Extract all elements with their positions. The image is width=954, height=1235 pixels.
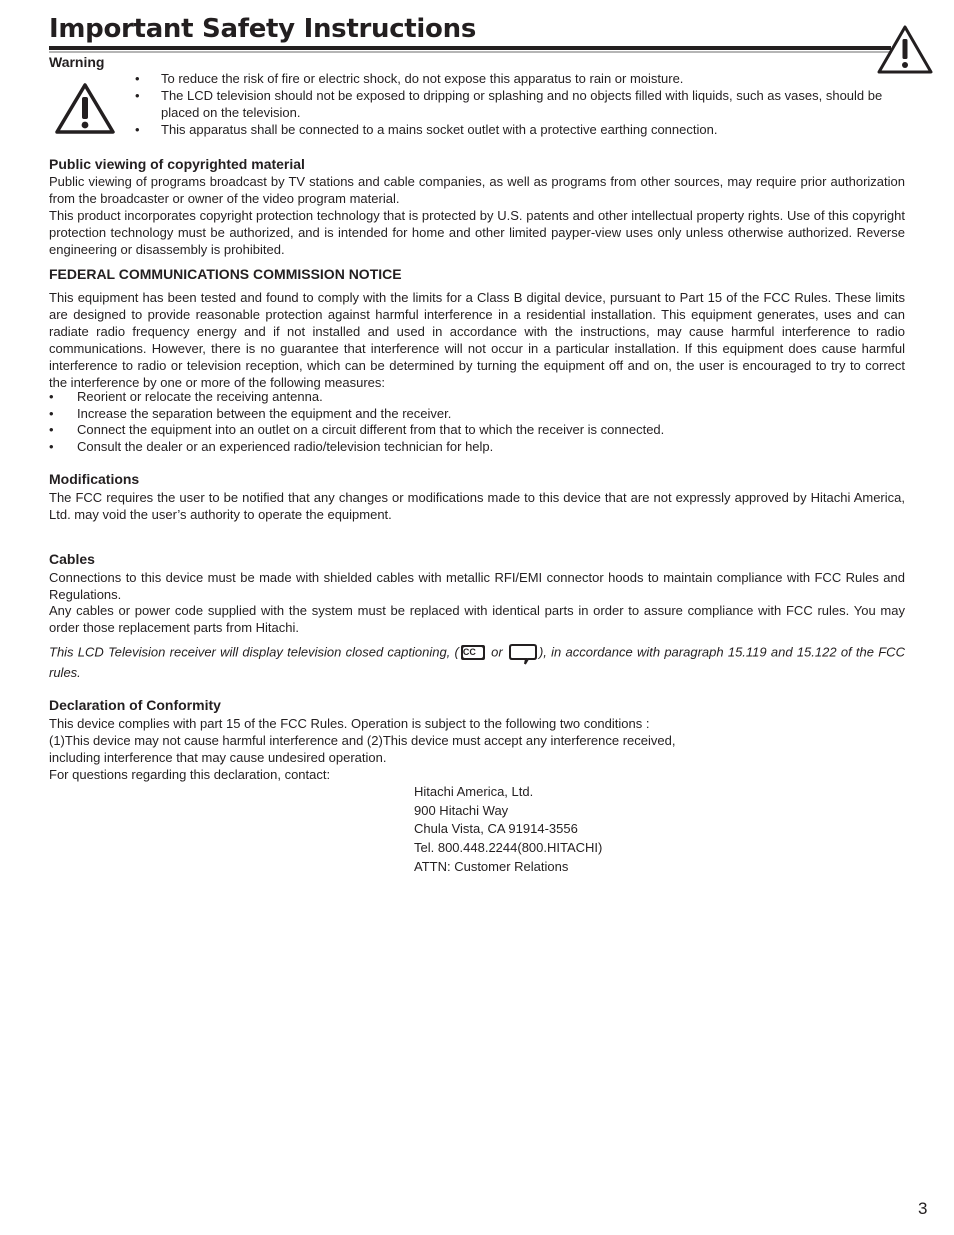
- warning-triangle-icon: [876, 24, 934, 76]
- list-item: • Reorient or relocate the receiving antenna.: [49, 389, 323, 404]
- list-item: • Connect the equipment into an outlet on a circuit different from that to which the receiver is connected.: [49, 422, 665, 437]
- copyright-paragraph: This product incorporates copyright protection technology that is protected by U.S. patents and other intellectual property rights. Use of this copyright protection technology must be authorized, and is intended for home and other limited payper-view uses only unless otherwise authorized. Reverse engineering or disassembly is prohibited.: [49, 208, 905, 257]
- list-item: • Consult the dealer or an experienced radio/television technician for help.: [49, 438, 494, 454]
- fcc-measures-list: [49, 389, 905, 455]
- fcc-heading: FEDERAL COMMUNICATIONS COMMISSION NOTICE: [49, 266, 402, 282]
- cables-heading: Cables: [49, 551, 95, 567]
- conformity-heading: Declaration of Conformity: [49, 697, 221, 713]
- copyright-paragraph: Public viewing of programs broadcast by TV stations and cable companies, as well as programs from other sources, may require prior authorization from the broadcaster or owner of the video program material.: [49, 174, 905, 206]
- cables-paragraph: Connections to this device must be made with shielded cables with metallic RFI/EMI connector hoods to maintain compliance with FCC Rules and Regulations.: [49, 570, 905, 602]
- cables-paragraph: Any cables or power code supplied with the system must be replaced with identical parts in order to assure compliance with FCC rules. You may order those replacement parts from Hitachi.: [49, 603, 905, 635]
- closed-caption-cc-icon: CC: [461, 645, 485, 660]
- conformity-line: For questions regarding this declaration, contact:: [49, 767, 331, 782]
- title-rule: [49, 46, 891, 50]
- conformity-line: This device complies with part 15 of the FCC Rules. Operation is subject to the following two conditions :: [49, 716, 650, 731]
- page-title: Important Safety Instructions: [49, 14, 476, 44]
- closed-caption-bubble-icon: [509, 643, 537, 665]
- warning-list: [135, 71, 905, 139]
- warning-triangle-icon: [54, 82, 116, 136]
- address-line: ATTN: Customer Relations: [414, 858, 569, 874]
- closed-caption-note: This LCD Television receiver will display television closed captioning, ( CC or ), in accordance with paragraph 15.119 and 15.122 of the FCC rules.: [49, 644, 905, 680]
- conformity-line: including interference that may cause undesired operation.: [49, 750, 387, 765]
- address-line: Tel. 800.448.2244(800.HITACHI): [414, 840, 603, 856]
- conformity-line: (1)This device may not cause harmful interference and (2)This device must accept any interference received,: [49, 733, 676, 748]
- address-line: Chula Vista, CA 91914-3556: [414, 821, 578, 837]
- title-rule-shadow: [49, 51, 891, 53]
- list-item: • The LCD television should not be exposed to dripping or splashing and no objects filled with liquids, such as vases, should be placed on the television.: [135, 88, 883, 120]
- address-line: 900 Hitachi Way: [414, 802, 509, 818]
- copyright-heading: Public viewing of copyrighted material: [49, 156, 305, 172]
- list-item: • To reduce the risk of fire or electric shock, do not expose this apparatus to rain or moisture.: [135, 71, 684, 86]
- page-number: 3: [918, 1199, 928, 1218]
- modifications-paragraph: The FCC requires the user to be notified that any changes or modifications made to this device that are not expressly approved by Hitachi America, Ltd. may void the user’s authority to operate the equipment.: [49, 490, 905, 522]
- modifications-heading: Modifications: [49, 471, 140, 487]
- list-item: • Increase the separation between the equipment and the receiver.: [49, 405, 452, 421]
- contact-address: [414, 783, 602, 877]
- address-line: Hitachi America, Ltd.: [414, 784, 534, 799]
- fcc-paragraph: This equipment has been tested and found to comply with the limits for a Class B digital device, pursuant to Part 15 of the FCC Rules. These limits are designed to provide reasonable protection against harmful interference in a residential installation. This equipment generates, uses and can radiate radio frequency energy and if not installed and used in accordance with the instructions, may cause harmful interference to radio communications. However, there is no guarantee that interference will not occur in a particular installation. If this equipment does cause harmful interference to radio or television reception, which can be determined by turning the equipment off and on, the user is encouraged to try to correct the interference by one or more of the following measures:: [49, 290, 905, 390]
- list-item: • This apparatus shall be connected to a mains socket outlet with a protective earthing connection.: [135, 121, 718, 137]
- warning-heading: Warning: [49, 54, 105, 70]
